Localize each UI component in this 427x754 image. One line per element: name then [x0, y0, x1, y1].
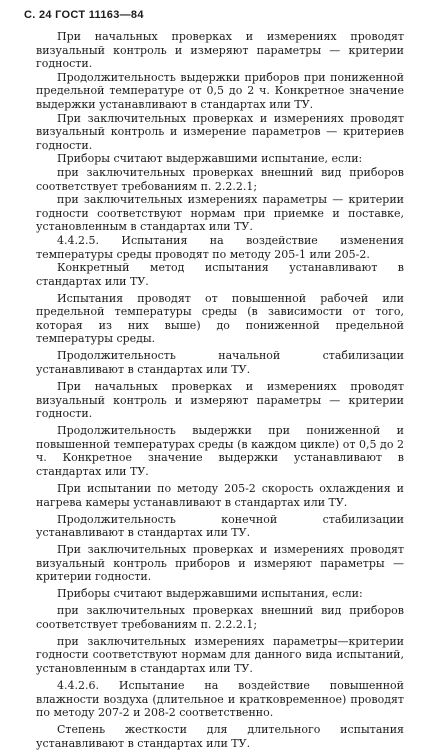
paragraph: при заключительных измерениях параметры—критерии годности соответствуют нормам для данного вида испытаний, установленным в стандартах или ТУ.	[36, 634, 404, 676]
paragraph: Степень жесткости для длительного испытания устанавливают в стандартах или ТУ.	[36, 723, 404, 750]
paragraph: Приборы считают выдержавшими испытание, если:	[57, 152, 363, 166]
paragraph: Продолжительность выдержки при пониженной и повышенной температурах среды (в каждом цикле) от 0,5 до 2 ч. Конкретное значение выдержки устанавливают в стандартах или ТУ.	[36, 424, 404, 478]
paragraph: Продолжительность конечной стабилизации устанавливают в стандартах или ТУ.	[36, 512, 404, 540]
paragraph: При заключительных проверках и измерениях проводят визуальный контроль приборов и измеряют параметры — критерии годности.	[36, 543, 404, 584]
paragraph: Приборы считают выдержавшими испытания, если:	[57, 587, 363, 601]
document-body	[36, 30, 404, 754]
paragraph: Продолжительность выдержки приборов при пониженной предельной температуре от 0,5 до 2 ч. Конкретное значение выдержки устанавливают в стандартах или ТУ.	[36, 70, 404, 111]
paragraph: при заключительных проверках внешний вид приборов соответствует требованиям п. 2.2.2.1;	[36, 604, 404, 631]
paragraph: Испытания проводят от повышенной рабочей или предельной температуры среды (в зависимости от того, которая из них выше) до пониженной предельной температуры среды.	[36, 291, 404, 346]
paragraph: при заключительных измерениях параметры — критерии годности соответствуют нормам при приемке и поставке, установленным в стандартах или ТУ.	[36, 193, 404, 234]
paragraph: при заключительных проверках внешний вид приборов соответствует требованиям п. 2.2.2.1;	[36, 165, 404, 193]
paragraph: При испытании по методу 205-2 скорость охлаждения и нагрева камеры устанавливают в стандартах или ТУ.	[36, 481, 404, 509]
paragraph: 4.4.2.6. Испытание на воздействие повышенной влажности воздуха (длительное и кратковременное) проводят по методу 207-2 и 208-2 соответственно.	[36, 679, 404, 720]
paragraph: Конкретный метод испытания устанавливают в стандартах или ТУ.	[36, 261, 404, 288]
page-header: С. 24 ГОСТ 11163—84	[24, 9, 144, 21]
paragraph: При начальных проверках и измерениях проводят визуальный контроль и измеряют параметры — критерии годности.	[36, 380, 404, 421]
paragraph: 4.4.2.5. Испытания на воздействие изменения температуры среды проводят по методу 205-1 или 205-2.	[36, 233, 404, 261]
paragraph: При заключительных проверках и измерениях проводят визуальный контроль и измерение параметров — критериев годности.	[36, 111, 404, 152]
paragraph: При начальных проверках и измерениях проводят визуальный контроль и измеряют параметры — критерии годности.	[36, 30, 404, 71]
paragraph: Продолжительность начальной стабилизации устанавливают в стандартах или ТУ.	[36, 349, 404, 377]
